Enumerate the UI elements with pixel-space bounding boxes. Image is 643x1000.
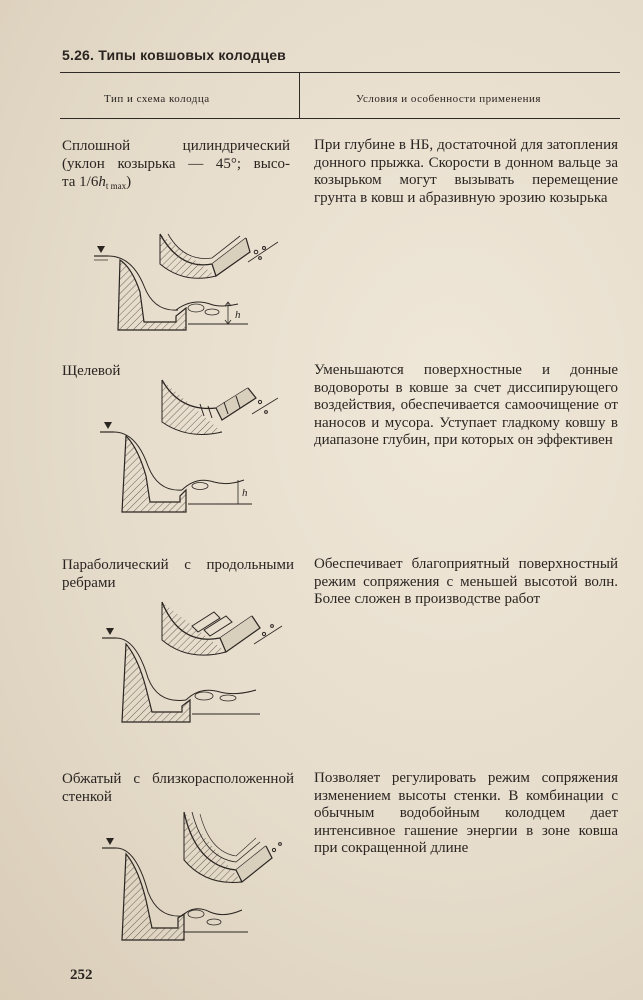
page-number: 252 xyxy=(70,967,93,983)
table-title: 5.26. Типы ковшовых колодцев xyxy=(62,47,286,63)
row-2-description: Уменьшаются поверхностные и донные водовороты в ковше за счет диссипирующего воздействия, обеспечивается самоочищение от наносов и мусора. Уступает гладкому ковшу в диапазоне глубин, при которых он эффективен xyxy=(314,362,618,449)
header-top-rule xyxy=(60,72,620,73)
row-1-figure-label: h xyxy=(235,309,241,321)
column-header-type: Тип и схема колодца xyxy=(104,93,210,105)
row-1-description: При глубине в НБ, достаточной для затопления донного прыжка. Скорости в донном вальце за козырьком могут вызывать перемещение грунта в ковш и абразивную эрозию козырька xyxy=(314,137,618,206)
header-bottom-rule xyxy=(60,118,620,119)
slotted-bucket-3d-sketch xyxy=(162,380,278,434)
header-column-divider xyxy=(299,72,300,119)
bucket-3d-sketch xyxy=(160,234,278,278)
row-1-figure xyxy=(88,212,288,342)
row-2-figure-label: h xyxy=(242,487,248,499)
row-4-figure xyxy=(96,806,286,956)
row-1-type: Сплошной цилиндрический (уклон козырька — 45°; высо- та $1/6h_{t max}$) xyxy=(62,138,290,191)
ribbed-bucket-3d-sketch xyxy=(162,602,282,655)
dam-profile xyxy=(100,422,252,512)
row-2-figure xyxy=(96,372,286,522)
row-4-type: Обжатый с близкорасположенной стенкой xyxy=(62,771,294,805)
row-4-description: Позволяет регулировать режим сопряжения изменением высоты стенки. В комбинации с обычным водобойным колодцем дает интенсивное гашение энергии в зоне ковша при сокращенной длине xyxy=(314,770,618,857)
row-3-type: Параболический с продольными ребрами xyxy=(62,557,294,591)
row-2-type: Щелевой xyxy=(62,363,121,379)
column-header-conditions: Условия и особенности применения xyxy=(356,93,541,105)
row-3-figure xyxy=(96,596,286,746)
constricted-bucket-3d-sketch xyxy=(184,812,281,883)
row-3-description: Обеспечивает благоприятный поверхностный режим сопряжения с меньшей высотой волн. Более сложен в производстве работ xyxy=(314,556,618,608)
